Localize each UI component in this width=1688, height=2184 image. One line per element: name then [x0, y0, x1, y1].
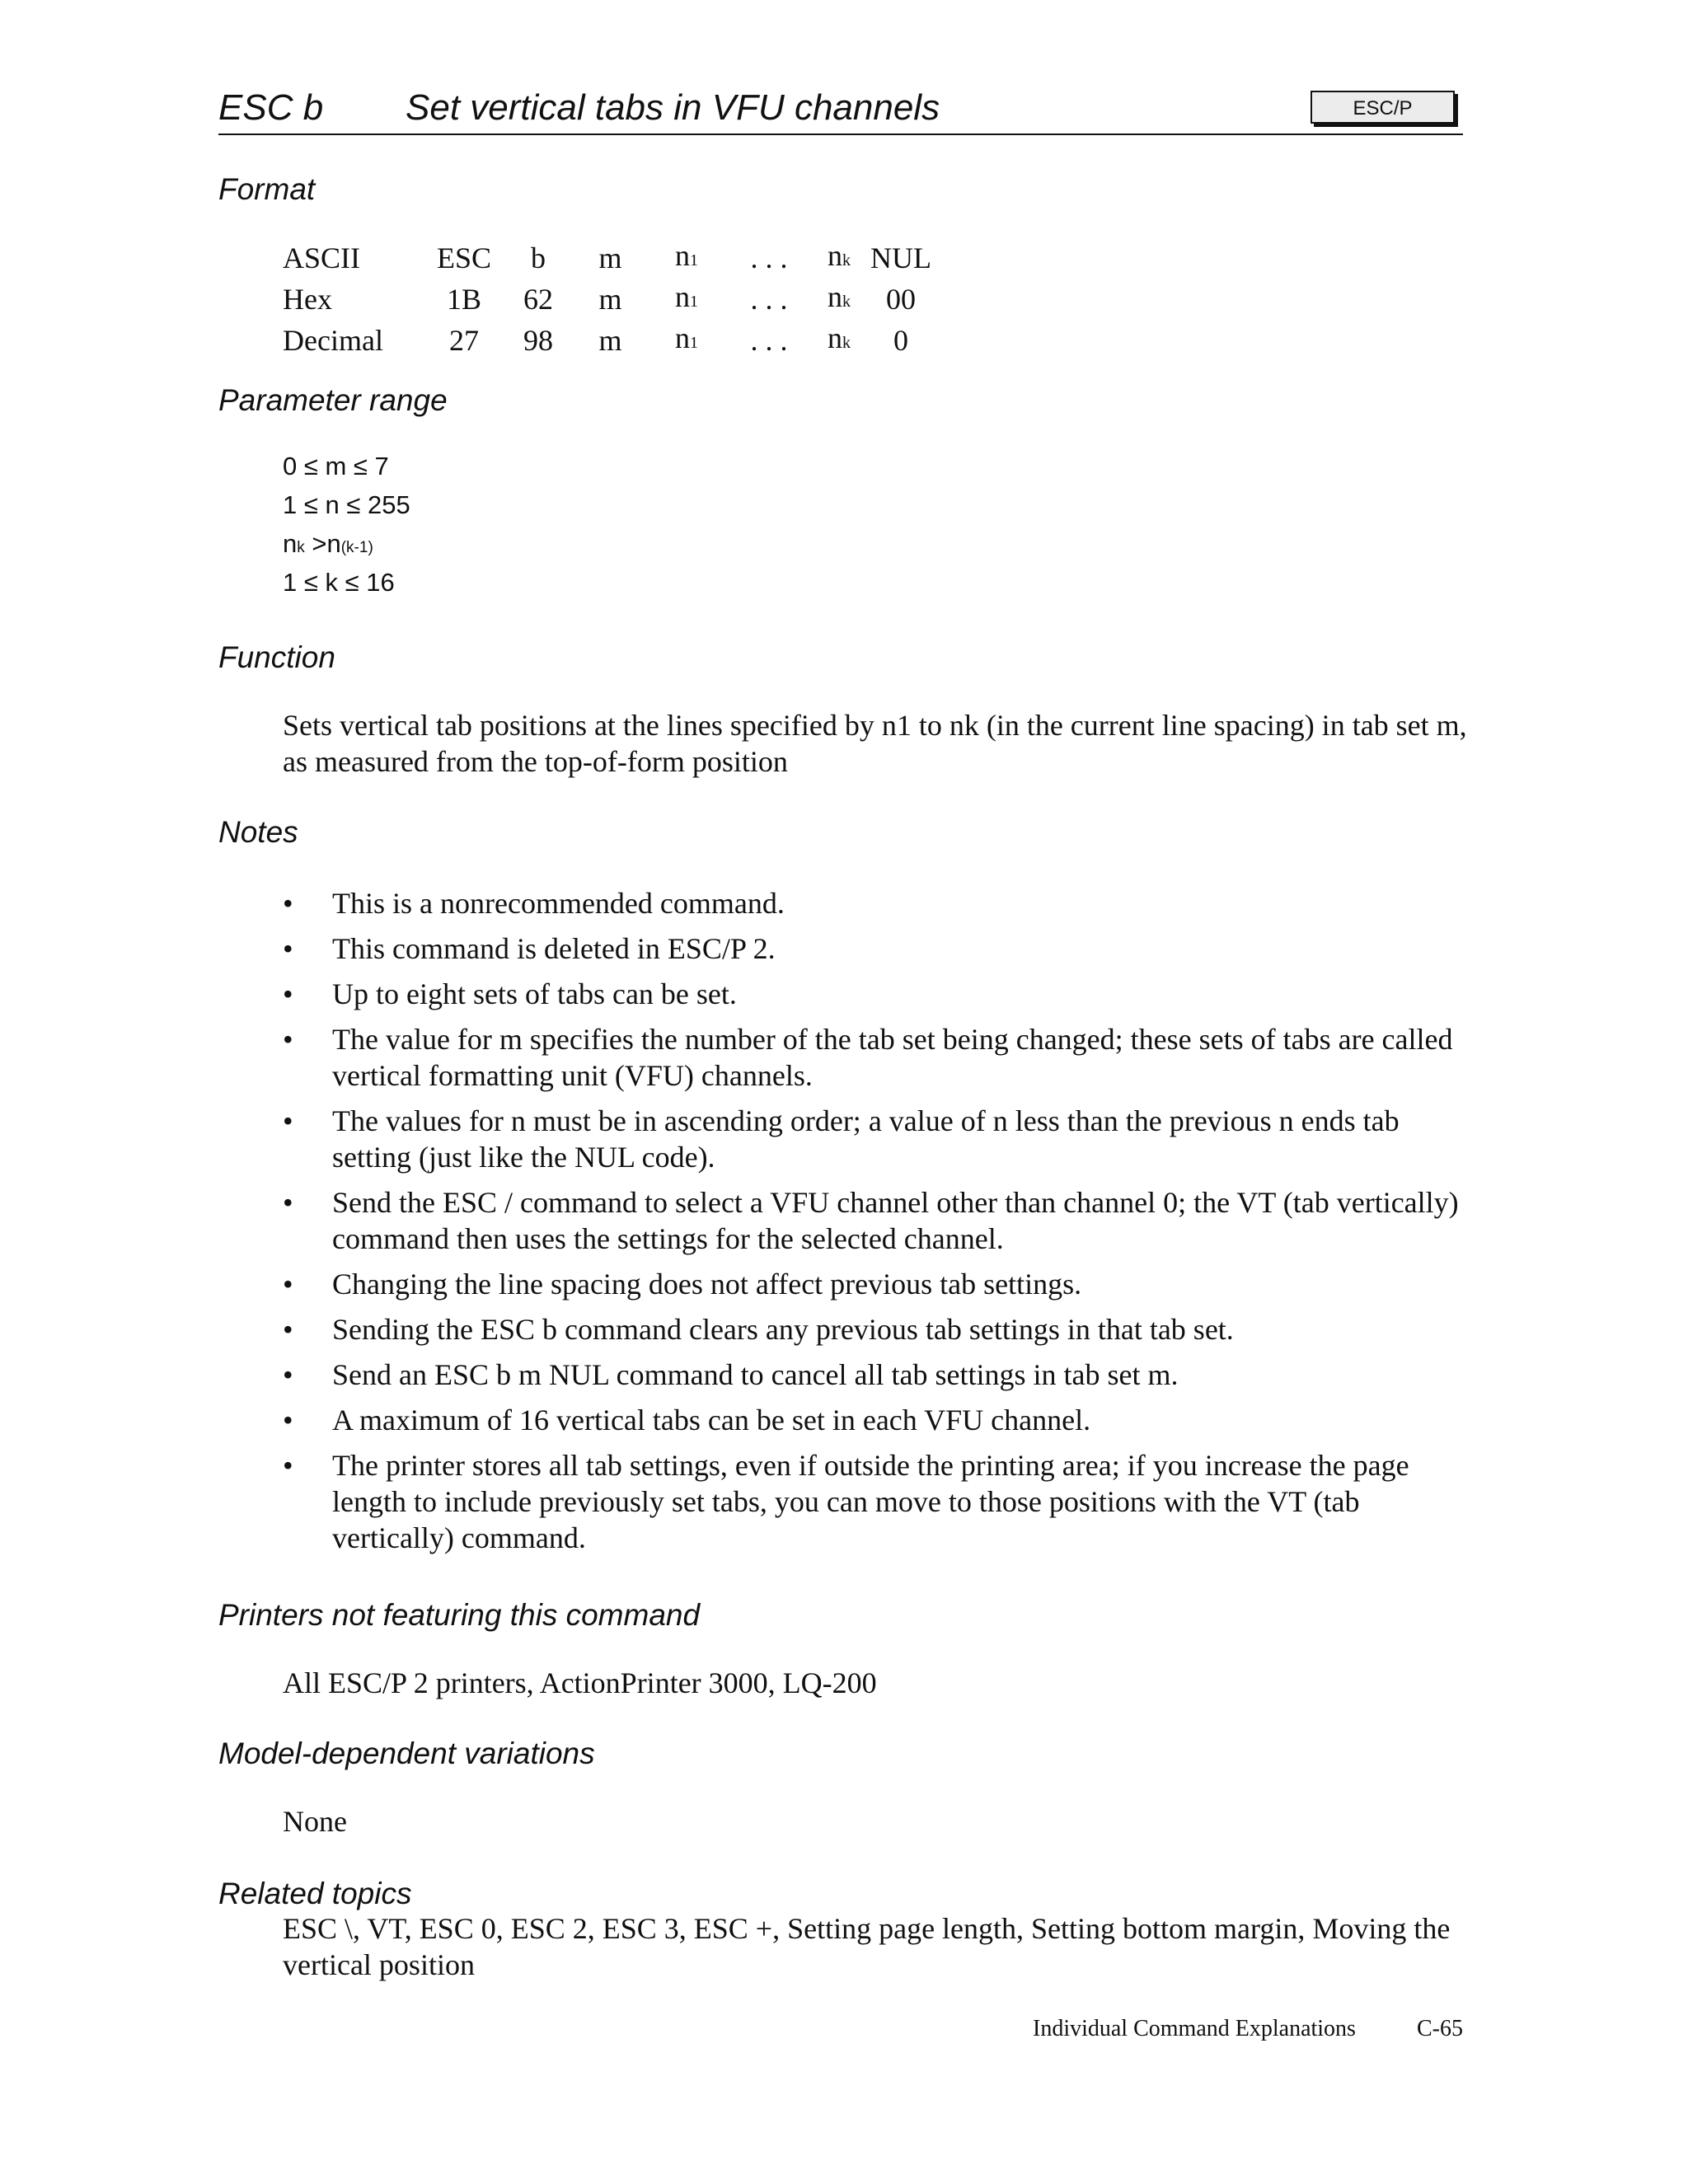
- format-cell: 1B: [446, 283, 481, 316]
- note-text: The values for n must be in ascending order; a value of n less than the previous n ends tab setting (just like the NUL code).: [332, 1104, 1400, 1174]
- list-item: [283, 1103, 1470, 1175]
- note-text: Send the ESC / command to select a VFU channel other than channel 0; the VT (tab vertically) command then uses the settings for the selected channel.: [332, 1186, 1459, 1255]
- list-item: [283, 885, 1470, 921]
- n-symbol: n: [675, 239, 690, 272]
- format-cell: 27: [449, 324, 479, 357]
- format-cell: 00: [886, 283, 916, 316]
- note-text: This command is deleted in ESC/P 2.: [332, 932, 776, 965]
- format-cell: . . .: [750, 283, 788, 316]
- format-cell: [814, 237, 864, 279]
- function-heading: Function: [218, 640, 335, 674]
- related-topics-heading: Related topics: [218, 1877, 412, 1910]
- param-k-range: 1 ≤ k ≤ 16: [283, 568, 395, 597]
- format-cell: NUL: [870, 241, 931, 274]
- bullet-glyph: •: [283, 1104, 293, 1137]
- format-cell: . . .: [750, 241, 788, 274]
- printers-not-featuring-text: All ESC/P 2 printers, ActionPrinter 3000, LQ-200: [283, 1666, 877, 1699]
- bullet-glyph: •: [283, 1023, 293, 1056]
- n-subscript: k: [842, 251, 851, 269]
- note-text: The value for m specifies the number of the tab set being changed; these sets of tabs are called vertical formatting unit (VFU) channels.: [332, 1023, 1453, 1092]
- param-nk-gt: >n: [304, 529, 341, 558]
- format-row-ascii: [283, 237, 938, 279]
- bullet-glyph: •: [283, 1313, 293, 1346]
- format-row-decimal: [283, 320, 938, 361]
- list-item: [283, 1184, 1470, 1257]
- n-symbol: n: [675, 321, 690, 354]
- format-cell: ASCII: [283, 241, 361, 274]
- list-item: [283, 1021, 1470, 1094]
- param-nk-order: [283, 527, 373, 565]
- n-symbol: n: [828, 321, 842, 354]
- format-cell: [814, 279, 864, 320]
- parameter-range-heading: Parameter range: [218, 383, 448, 417]
- n-symbol: n: [828, 239, 842, 272]
- format-cell: [649, 320, 724, 361]
- param-nk-sub-k1: (k-1): [340, 539, 373, 556]
- bullet-glyph: •: [283, 1268, 293, 1301]
- format-cell: 0: [893, 324, 908, 357]
- command-name: ESC b: [218, 87, 324, 128]
- format-cell: [649, 279, 724, 320]
- param-nk-n: n: [283, 529, 298, 558]
- format-cell: . . .: [750, 324, 788, 357]
- format-row-hex: [283, 279, 938, 320]
- header-rule: [218, 134, 1463, 135]
- n-symbol: n: [675, 280, 690, 313]
- list-item: [283, 930, 1470, 967]
- format-cell: ESC: [436, 241, 492, 274]
- notes-list: [283, 885, 1470, 1565]
- format-cell: Decimal: [283, 324, 383, 357]
- bullet-glyph: •: [283, 977, 293, 1010]
- format-cell: 98: [523, 324, 553, 357]
- n-subscript: 1: [690, 293, 698, 311]
- format-cell: m: [598, 241, 622, 274]
- format-cell: m: [598, 324, 622, 357]
- printers-not-featuring-heading: Printers not featuring this command: [218, 1598, 701, 1632]
- n-symbol: n: [828, 280, 842, 313]
- notes-heading: Notes: [218, 815, 298, 849]
- related-topics-text: ESC \, VT, ESC 0, ESC 2, ESC 3, ESC +, Setting page length, Setting bottom margin, Moving the vertical position: [283, 1912, 1451, 1981]
- param-nk-sub-k: k: [297, 539, 305, 556]
- page-number: C-65: [1417, 2016, 1463, 2041]
- model-variations-heading: Model-dependent variations: [218, 1736, 595, 1770]
- param-m-range: 0 ≤ m ≤ 7: [283, 452, 389, 480]
- list-item: [283, 1447, 1470, 1556]
- bullet-glyph: •: [283, 887, 293, 920]
- format-table: [283, 237, 938, 361]
- note-text: This is a nonrecommended command.: [332, 887, 785, 920]
- list-item: [283, 1311, 1470, 1347]
- note-text: A maximum of 16 vertical tabs can be set in each VFU channel.: [332, 1404, 1091, 1436]
- list-item: [283, 1357, 1470, 1393]
- format-cell: [814, 320, 864, 361]
- model-variations-text: None: [283, 1805, 347, 1838]
- function-text: Sets vertical tab positions at the lines specified by n1 to nk (in the current line spacing) in tab set m, as measured from the top-of-form position: [283, 709, 1467, 778]
- command-title: Set vertical tabs in VFU channels: [406, 87, 940, 128]
- list-item: [283, 976, 1470, 1012]
- format-cell: Hex: [283, 283, 332, 316]
- bullet-glyph: •: [283, 932, 293, 965]
- note-text: Up to eight sets of tabs can be set.: [332, 977, 737, 1010]
- n-subscript: 1: [690, 334, 698, 352]
- n-subscript: k: [842, 293, 851, 311]
- note-text: Sending the ESC b command clears any previous tab settings in that tab set.: [332, 1313, 1234, 1346]
- note-text: Changing the line spacing does not affect previous tab settings.: [332, 1268, 1082, 1301]
- n-subscript: 1: [690, 251, 698, 269]
- param-n-range: 1 ≤ n ≤ 255: [283, 490, 410, 519]
- format-heading: Format: [218, 172, 316, 206]
- esc-p-badge: ESC/P: [1311, 91, 1455, 124]
- format-cell: b: [531, 241, 546, 274]
- n-subscript: k: [842, 334, 851, 352]
- format-cell: m: [598, 283, 622, 316]
- page-header: [218, 82, 1463, 137]
- note-text: Send an ESC b m NUL command to cancel all tab settings in tab set m.: [332, 1358, 1179, 1391]
- bullet-glyph: •: [283, 1449, 293, 1482]
- bullet-glyph: •: [283, 1186, 293, 1219]
- list-item: [283, 1402, 1470, 1438]
- format-cell: [649, 237, 724, 279]
- bullet-glyph: •: [283, 1404, 293, 1436]
- list-item: [283, 1266, 1470, 1302]
- format-cell: 62: [523, 283, 553, 316]
- footer-title: Individual Command Explanations: [1033, 2016, 1356, 2041]
- bullet-glyph: •: [283, 1358, 293, 1391]
- note-text: The printer stores all tab settings, even if outside the printing area; if you increase the page length to include previously set tabs, you can move to those positions with the VT (tab vertically) command.: [332, 1449, 1409, 1554]
